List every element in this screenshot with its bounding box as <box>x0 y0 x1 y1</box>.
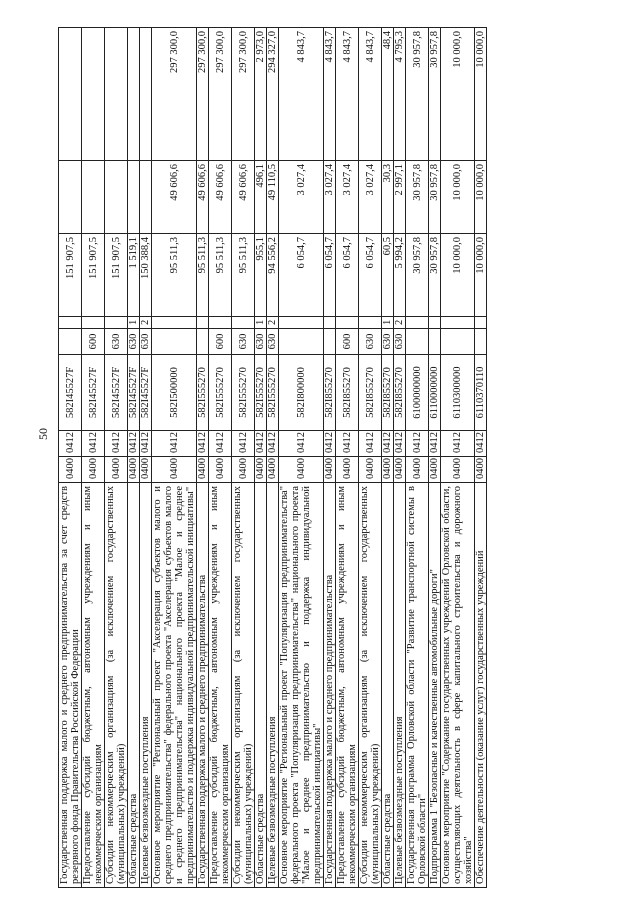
cell-amount-2: 2 997,1 <box>394 161 406 234</box>
cell-subsection: 0412 <box>441 431 475 457</box>
cell-amount-3: 48,4 <box>382 28 394 161</box>
cell-section: 0400 <box>59 457 82 483</box>
cell-amount-3 <box>140 28 152 161</box>
cell-name: Субсидии некоммерческим организациям (за исключением государственных (муниципальных) учреждений) <box>232 483 255 888</box>
cell-section: 0400 <box>209 457 232 483</box>
cell-amount-1: 30 957,8 <box>429 234 441 317</box>
cell-subsection: 0412 <box>209 431 232 457</box>
cell-expense-type <box>324 329 336 355</box>
cell-amount-1: 955,1 <box>255 234 267 317</box>
cell-name: Основное мероприятие "Содержание государственных учреждений Орловской области, осуществляющих деятельность в сфере капитального строительства и дорожного хозяйства" <box>441 483 475 888</box>
cell-expense-type: 630 <box>140 329 152 355</box>
page-number: 50 <box>36 428 50 440</box>
cell-amount-1: 150 388,4 <box>140 234 152 317</box>
cell-section: 0400 <box>267 457 279 483</box>
cell-name: Областные средства <box>128 483 140 888</box>
table-row <box>475 28 487 888</box>
cell-subsection: 0412 <box>406 431 429 457</box>
cell-amount-2: 49 110,5 <box>267 161 279 234</box>
cell-amount-3: 297 300,0 <box>232 28 255 161</box>
cell-name: Государственная поддержка малого и среднего предпринимательства <box>197 483 209 888</box>
cell-amount-1: 95 511,3 <box>209 234 232 317</box>
cell-amount-1: 151 907,5 <box>59 234 82 317</box>
cell-amount-3: 4 843,7 <box>324 28 336 161</box>
cell-target-article: 582I855270 <box>382 355 394 431</box>
cell-target-article: 582I45527F <box>140 355 152 431</box>
cell-name: Субсидии некоммерческим организациям (за исключением государственных (муниципальных) учреждений) <box>105 483 128 888</box>
cell-expense-type: 630 <box>128 329 140 355</box>
cell-target-article: 582I45527F <box>59 355 82 431</box>
table-row <box>279 28 324 888</box>
cell-expense-type <box>441 329 475 355</box>
table-row <box>441 28 475 888</box>
cell-funding-type <box>441 317 475 329</box>
cell-amount-2: 49 606,6 <box>232 161 255 234</box>
cell-amount-2: 10 000,0 <box>441 161 475 234</box>
cell-funding-type <box>82 317 105 329</box>
cell-section: 0400 <box>441 457 475 483</box>
cell-section: 0400 <box>152 457 197 483</box>
cell-amount-2 <box>59 161 82 234</box>
cell-funding-type <box>324 317 336 329</box>
table-row <box>406 28 429 888</box>
cell-target-article: 582I855270 <box>394 355 406 431</box>
cell-target-article: 582I555270 <box>209 355 232 431</box>
cell-funding-type <box>406 317 429 329</box>
cell-funding-type: 2 <box>140 317 152 329</box>
cell-subsection: 0412 <box>82 431 105 457</box>
table-row <box>429 28 441 888</box>
cell-subsection: 0412 <box>140 431 152 457</box>
cell-amount-2: 49 606,6 <box>197 161 209 234</box>
cell-amount-3: 10 000,0 <box>475 28 487 161</box>
cell-funding-type <box>152 317 197 329</box>
cell-name: Областные средства <box>255 483 267 888</box>
cell-section: 0400 <box>382 457 394 483</box>
cell-amount-1: 151 907,5 <box>82 234 105 317</box>
cell-subsection: 0412 <box>429 431 441 457</box>
cell-amount-3: 2 973,0 <box>255 28 267 161</box>
cell-section: 0400 <box>255 457 267 483</box>
table-row <box>140 28 152 888</box>
table-row <box>382 28 394 888</box>
cell-target-article: 582I555270 <box>197 355 209 431</box>
cell-amount-3: 4 795,3 <box>394 28 406 161</box>
cell-target-article: 582I855270 <box>336 355 359 431</box>
cell-funding-type <box>59 317 82 329</box>
cell-subsection: 0412 <box>279 431 324 457</box>
cell-expense-type: 630 <box>232 329 255 355</box>
cell-section: 0400 <box>475 457 487 483</box>
cell-amount-2: 30,3 <box>382 161 394 234</box>
cell-funding-type: 1 <box>255 317 267 329</box>
cell-name: Основное мероприятие "Региональный проект "Популяризация предпринимательства" федерального проекта "Популяризация предпринимательства" национального проекта "Малое и среднее предпринимательство и поддержка индивидуальной предпринимательской инициативы" <box>279 483 324 888</box>
cell-target-article: 582I800000 <box>279 355 324 431</box>
cell-subsection: 0412 <box>152 431 197 457</box>
table-row <box>359 28 382 888</box>
table-body <box>59 28 487 888</box>
cell-amount-1: 95 511,3 <box>152 234 197 317</box>
cell-amount-1: 151 907,5 <box>105 234 128 317</box>
cell-amount-3: 297 300,0 <box>152 28 197 161</box>
cell-funding-type: 2 <box>394 317 406 329</box>
cell-target-article: 582I45527F <box>105 355 128 431</box>
cell-name: Предоставление субсидий бюджетным, автономным учреждениям и иным некоммерческим организациям <box>209 483 232 888</box>
table-row <box>59 28 82 888</box>
table-row <box>336 28 359 888</box>
cell-amount-1: 60,5 <box>382 234 394 317</box>
cell-funding-type <box>197 317 209 329</box>
cell-section: 0400 <box>128 457 140 483</box>
cell-section: 0400 <box>336 457 359 483</box>
cell-amount-2: 3 027,4 <box>324 161 336 234</box>
cell-target-article: 582I555270 <box>255 355 267 431</box>
cell-amount-2: 3 027,4 <box>336 161 359 234</box>
cell-section: 0400 <box>359 457 382 483</box>
cell-amount-1: 94 556,2 <box>267 234 279 317</box>
cell-name: Государственная поддержка малого и среднего предпринимательства за счет средств резервного фонда Правительства Российской Федерации <box>59 483 82 888</box>
cell-amount-2 <box>82 161 105 234</box>
cell-target-article: 6110370110 <box>475 355 487 431</box>
cell-expense-type <box>197 329 209 355</box>
cell-name: Предоставление субсидий бюджетным, автономным учреждениям и иным некоммерческим организациям <box>82 483 105 888</box>
cell-subsection: 0412 <box>59 431 82 457</box>
cell-funding-type <box>336 317 359 329</box>
cell-expense-type: 630 <box>382 329 394 355</box>
cell-target-article: 6110000000 <box>429 355 441 431</box>
cell-target-article: 582I45527F <box>82 355 105 431</box>
budget-table-rotated <box>58 28 578 888</box>
cell-name: Целевые безвозмездные поступления <box>267 483 279 888</box>
cell-amount-1: 6 054,7 <box>359 234 382 317</box>
cell-amount-2: 3 027,4 <box>359 161 382 234</box>
table-row <box>152 28 197 888</box>
cell-target-article: 582I45527F <box>128 355 140 431</box>
cell-name: Основное мероприятие "Региональный проект "Акселерация субъектов малого и среднего предпринимательства" федерального проекта "Акселерация субъектов малого и среднего предпринимательства" национального проекта "Малое и среднее предпринимательство и поддержка индивидуальной предпринимательской инициативы" <box>152 483 197 888</box>
cell-amount-3: 4 843,7 <box>359 28 382 161</box>
table-row <box>394 28 406 888</box>
cell-funding-type: 1 <box>128 317 140 329</box>
table-row <box>267 28 279 888</box>
cell-subsection: 0412 <box>232 431 255 457</box>
cell-expense-type: 630 <box>359 329 382 355</box>
cell-amount-2 <box>105 161 128 234</box>
cell-amount-1: 5 994,2 <box>394 234 406 317</box>
cell-subsection: 0412 <box>336 431 359 457</box>
cell-name: Предоставление субсидий бюджетным, автономным учреждениям и иным некоммерческим организациям <box>336 483 359 888</box>
cell-amount-3: 4 843,7 <box>336 28 359 161</box>
cell-amount-3: 297 300,0 <box>197 28 209 161</box>
cell-amount-3 <box>82 28 105 161</box>
cell-section: 0400 <box>105 457 128 483</box>
cell-subsection: 0412 <box>382 431 394 457</box>
cell-subsection: 0412 <box>105 431 128 457</box>
cell-section: 0400 <box>197 457 209 483</box>
table-row <box>255 28 267 888</box>
cell-section: 0400 <box>140 457 152 483</box>
cell-name: Субсидии некоммерческим организациям (за исключением государственных (муниципальных) учреждений) <box>359 483 382 888</box>
cell-subsection: 0412 <box>197 431 209 457</box>
cell-amount-3: 10 000,0 <box>441 28 475 161</box>
cell-expense-type: 600 <box>336 329 359 355</box>
cell-expense-type: 600 <box>209 329 232 355</box>
table-row <box>128 28 140 888</box>
cell-target-article: 582I500000 <box>152 355 197 431</box>
cell-expense-type <box>152 329 197 355</box>
cell-amount-1: 6 054,7 <box>336 234 359 317</box>
cell-amount-2: 30 957,8 <box>406 161 429 234</box>
cell-amount-3: 4 843,7 <box>279 28 324 161</box>
cell-amount-3 <box>59 28 82 161</box>
cell-expense-type <box>475 329 487 355</box>
table-row <box>324 28 336 888</box>
cell-target-article: 582I555270 <box>267 355 279 431</box>
cell-section: 0400 <box>394 457 406 483</box>
cell-subsection: 0412 <box>394 431 406 457</box>
cell-subsection: 0412 <box>267 431 279 457</box>
cell-name: Целевые безвозмездные поступления <box>394 483 406 888</box>
cell-amount-2: 10 000,0 <box>475 161 487 234</box>
cell-section: 0400 <box>324 457 336 483</box>
cell-funding-type <box>359 317 382 329</box>
table-row <box>197 28 209 888</box>
cell-target-article: 582I855270 <box>359 355 382 431</box>
table-row <box>209 28 232 888</box>
cell-funding-type <box>279 317 324 329</box>
cell-expense-type <box>429 329 441 355</box>
cell-name: Областные средства <box>382 483 394 888</box>
cell-subsection: 0412 <box>255 431 267 457</box>
cell-amount-2: 30 957,8 <box>429 161 441 234</box>
cell-section: 0400 <box>429 457 441 483</box>
cell-amount-3: 30 957,8 <box>406 28 429 161</box>
cell-funding-type <box>232 317 255 329</box>
cell-amount-2 <box>140 161 152 234</box>
cell-section: 0400 <box>279 457 324 483</box>
cell-subsection: 0412 <box>324 431 336 457</box>
cell-subsection: 0412 <box>128 431 140 457</box>
cell-name: Подпрограмма 1 "Безопасные и качественные автомобильные дороги" <box>429 483 441 888</box>
cell-amount-2: 496,1 <box>255 161 267 234</box>
cell-amount-1: 95 511,3 <box>232 234 255 317</box>
cell-name: Обеспечение деятельности (оказание услуг) государственных учреждений <box>475 483 487 888</box>
cell-amount-3 <box>105 28 128 161</box>
cell-expense-type: 630 <box>394 329 406 355</box>
cell-funding-type <box>209 317 232 329</box>
cell-funding-type: 2 <box>267 317 279 329</box>
cell-section: 0400 <box>406 457 429 483</box>
cell-expense-type: 630 <box>105 329 128 355</box>
cell-amount-1: 95 511,3 <box>197 234 209 317</box>
cell-section: 0400 <box>232 457 255 483</box>
cell-funding-type <box>475 317 487 329</box>
cell-amount-3: 30 957,8 <box>429 28 441 161</box>
cell-amount-1: 6 054,7 <box>324 234 336 317</box>
cell-target-article: 6100000000 <box>406 355 429 431</box>
cell-amount-3 <box>128 28 140 161</box>
table-row <box>105 28 128 888</box>
cell-amount-1: 10 000,0 <box>441 234 475 317</box>
cell-amount-2: 3 027,4 <box>279 161 324 234</box>
cell-amount-2: 49 606,6 <box>152 161 197 234</box>
cell-expense-type <box>59 329 82 355</box>
cell-expense-type <box>406 329 429 355</box>
cell-subsection: 0412 <box>475 431 487 457</box>
cell-name: Государственная программа Орловской области "Развитие транспортной системы в Орловской области" <box>406 483 429 888</box>
cell-amount-1: 1 519,1 <box>128 234 140 317</box>
cell-amount-1: 6 054,7 <box>279 234 324 317</box>
cell-target-article: 582I855270 <box>324 355 336 431</box>
cell-name: Целевые безвозмездные поступления <box>140 483 152 888</box>
cell-amount-3: 297 300,0 <box>209 28 232 161</box>
cell-amount-1: 10 000,0 <box>475 234 487 317</box>
cell-funding-type <box>429 317 441 329</box>
cell-amount-2: 49 606,6 <box>209 161 232 234</box>
cell-funding-type <box>105 317 128 329</box>
cell-funding-type: 1 <box>382 317 394 329</box>
cell-target-article: 582I555270 <box>232 355 255 431</box>
cell-expense-type: 630 <box>255 329 267 355</box>
cell-expense-type: 630 <box>267 329 279 355</box>
cell-amount-2 <box>128 161 140 234</box>
cell-expense-type <box>279 329 324 355</box>
cell-amount-3: 294 327,0 <box>267 28 279 161</box>
cell-name: Государственная поддержка малого и среднего предпринимательства <box>324 483 336 888</box>
cell-subsection: 0412 <box>359 431 382 457</box>
cell-section: 0400 <box>82 457 105 483</box>
cell-target-article: 6110300000 <box>441 355 475 431</box>
table-row <box>82 28 105 888</box>
cell-amount-1: 30 957,8 <box>406 234 429 317</box>
budget-table <box>58 27 487 888</box>
table-row <box>232 28 255 888</box>
cell-expense-type: 600 <box>82 329 105 355</box>
